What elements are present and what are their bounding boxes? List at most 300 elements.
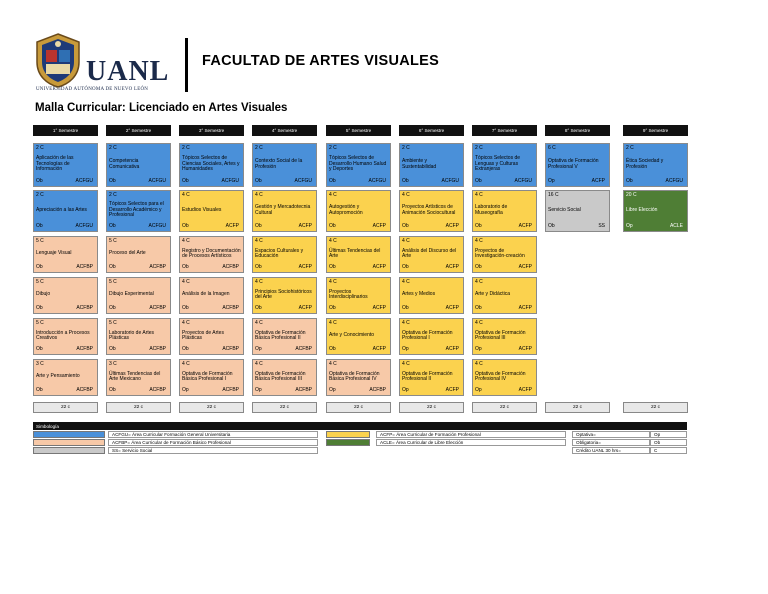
course-credits: 2 C: [255, 145, 263, 151]
course-area: ACFGU: [75, 222, 93, 229]
course-name-text: Tópicos Selectos de Ciencias Sociales, Artes y Humanidades: [182, 155, 240, 173]
logo-subtitle: UNIVERSIDAD AUTÓNOMA DE NUEVO LEÓN: [36, 87, 149, 92]
course-cell[interactable]: [252, 277, 317, 314]
course-name: [548, 199, 607, 222]
course-area: ACFP: [298, 222, 312, 229]
course-cell[interactable]: [252, 236, 317, 273]
course-area: ACFP: [445, 345, 459, 352]
course-cell[interactable]: [252, 359, 317, 396]
course-credits: 5 C: [36, 320, 44, 326]
course-credits: 4 C: [329, 361, 337, 367]
course-credits: 20 C: [626, 192, 637, 198]
course-cell[interactable]: [179, 277, 244, 314]
course-cell[interactable]: [33, 190, 98, 232]
legend-label: ACFP= Área Curricular de Formación Profesional: [376, 431, 566, 438]
course-cell[interactable]: [545, 190, 610, 232]
course-name: [475, 152, 534, 177]
course-name: [182, 368, 241, 386]
semester-header: 6° Semestre: [399, 125, 464, 136]
course-area: ACFGU: [368, 177, 386, 184]
course-name: [255, 327, 314, 345]
course-area: ACFBP: [76, 263, 93, 270]
course-name-text: Análisis de la Imagen: [182, 291, 230, 298]
course-type: Ob: [255, 222, 262, 229]
course-name: [626, 199, 685, 222]
course-area: ACFP: [518, 386, 532, 393]
semester-total-credits: 22 c: [179, 402, 244, 413]
course-credits: 4 C: [255, 279, 263, 285]
course-credits: 3 C: [36, 361, 44, 367]
legend-key-value: C: [650, 447, 687, 454]
course-type: Ob: [36, 304, 43, 311]
course-credits: 16 C: [548, 192, 559, 198]
course-credits: 4 C: [182, 238, 190, 244]
course-name: [36, 199, 95, 222]
course-type: Ob: [109, 263, 116, 270]
course-name-text: Tópicos Selectos de Desarrollo Humano Salud y Deportes: [329, 155, 387, 173]
course-name-text: Optativa de Formación Profesional III: [475, 329, 526, 341]
course-cell[interactable]: [106, 236, 171, 273]
course-type: Op: [255, 386, 262, 393]
semester-header: 8° Semestre: [545, 125, 610, 136]
course-credits: 4 C: [402, 192, 410, 198]
course-cell[interactable]: [179, 318, 244, 355]
course-type: Op: [475, 345, 482, 352]
course-credits: 2 C: [626, 145, 634, 151]
course-cell[interactable]: [326, 236, 391, 273]
course-credits: 5 C: [36, 238, 44, 244]
course-credits: 5 C: [109, 320, 117, 326]
course-cell[interactable]: [33, 143, 98, 187]
course-area: ACFP: [372, 222, 386, 229]
course-name: [475, 327, 534, 345]
course-name: [475, 368, 534, 386]
course-cell[interactable]: [399, 143, 464, 187]
course-cell[interactable]: [326, 318, 391, 355]
course-type: Ob: [255, 263, 262, 270]
course-name: [329, 286, 388, 304]
course-area: SS: [598, 222, 605, 229]
course-name: [109, 327, 168, 345]
course-name-text: Últimas Tendencias del Arte: [329, 247, 381, 259]
page-title: Malla Curricular: Licenciado en Artes Visuales: [35, 102, 288, 114]
course-name: [329, 152, 388, 177]
course-cell[interactable]: [106, 359, 171, 396]
course-area: ACFBP: [76, 345, 93, 352]
course-type: Ob: [255, 177, 262, 184]
course-area: ACFBP: [295, 386, 312, 393]
course-name-text: Optativa de Formación Profesional V: [548, 158, 599, 170]
course-cell[interactable]: [326, 190, 391, 232]
legend-label: ACFBP= Área Curricular de Formación Básico Profesional: [108, 439, 318, 446]
course-name-text: Laboratorio de Artes Plásticas: [109, 329, 155, 341]
course-name-text: Autogestión y Autopromoción: [329, 204, 363, 216]
course-cell[interactable]: [623, 190, 688, 232]
course-credits: 5 C: [109, 279, 117, 285]
course-name: [402, 245, 461, 263]
course-credits: 6 C: [548, 145, 556, 151]
course-type: Ob: [36, 222, 43, 229]
legend-swatch: [33, 439, 105, 446]
course-credits: 4 C: [255, 238, 263, 244]
semester-total-credits: 22 c: [545, 402, 610, 413]
legend-label: ACFGU= Área Curricular Formación General Universitaria: [108, 431, 318, 438]
course-name: [182, 199, 241, 222]
course-credits: 5 C: [36, 279, 44, 285]
course-credits: 4 C: [402, 361, 410, 367]
course-credits: 4 C: [182, 279, 190, 285]
course-type: Op: [475, 386, 482, 393]
course-name: [255, 245, 314, 263]
course-credits: 4 C: [475, 192, 483, 198]
course-credits: 2 C: [402, 145, 410, 151]
semester-total-credits: 22 c: [623, 402, 688, 413]
legend-label: ACLE= Área Curricular de Libre Elección: [376, 439, 566, 446]
course-credits: 3 C: [109, 361, 117, 367]
course-cell[interactable]: [399, 236, 464, 273]
course-name: [109, 152, 168, 177]
course-name-text: Optativa de Formación Profesional I: [402, 329, 453, 341]
course-cell[interactable]: [399, 190, 464, 232]
course-cell[interactable]: [179, 143, 244, 187]
course-cell[interactable]: [252, 143, 317, 187]
course-name-text: Proyectos de Artes Plásticas: [182, 329, 224, 341]
course-cell[interactable]: [179, 359, 244, 396]
course-type: Ob: [182, 263, 189, 270]
legend-swatch: [326, 431, 370, 438]
course-credits: 4 C: [402, 238, 410, 244]
course-credits: 4 C: [329, 192, 337, 198]
course-area: ACFBP: [149, 345, 166, 352]
header-divider: [185, 38, 188, 92]
course-name-text: Análisis del Discurso del Arte: [402, 247, 457, 259]
course-name: [402, 152, 461, 177]
course-name-text: Registro y Documentación de Procesos Artísticos: [182, 247, 241, 259]
semester-total-credits: 22 c: [326, 402, 391, 413]
course-type: Ob: [109, 345, 116, 352]
course-credits: 2 C: [109, 192, 117, 198]
course-name-text: Libre Elección: [626, 206, 658, 213]
course-name: [402, 286, 461, 304]
legend-swatch: [326, 439, 370, 446]
course-type: Ob: [475, 222, 482, 229]
course-type: Op: [182, 386, 189, 393]
course-area: ACFGU: [441, 177, 459, 184]
course-credits: 4 C: [255, 361, 263, 367]
course-area: ACFGU: [514, 177, 532, 184]
course-type: Ob: [626, 177, 633, 184]
course-area: ACFP: [518, 222, 532, 229]
course-name-text: Arte y Conocimiento: [329, 332, 375, 339]
legend-key-value: Op: [650, 431, 687, 438]
course-type: Ob: [402, 263, 409, 270]
course-name: [182, 245, 241, 263]
course-credits: 2 C: [182, 145, 190, 151]
course-type: Ob: [182, 222, 189, 229]
course-area: ACFP: [225, 222, 239, 229]
course-type: Op: [626, 222, 633, 229]
course-type: Ob: [109, 177, 116, 184]
legend-key-label: Obligatoria=: [572, 439, 650, 446]
course-name-text: Servicio Social: [548, 206, 581, 213]
course-area: ACFBP: [149, 304, 166, 311]
course-name: [329, 245, 388, 263]
course-cell[interactable]: [33, 236, 98, 273]
course-type: Ob: [475, 177, 482, 184]
course-area: ACFBP: [222, 304, 239, 311]
course-name-text: Gestión y Mercadotecnia Cultural: [255, 204, 311, 216]
course-area: ACFP: [298, 304, 312, 311]
course-cell[interactable]: [472, 318, 537, 355]
course-name: [548, 152, 607, 177]
course-name-text: Laboratorio de Museografía: [475, 204, 508, 216]
course-name: [109, 199, 168, 222]
course-cell[interactable]: [106, 143, 171, 187]
uanl-seal-logo: [33, 32, 83, 88]
course-credits: 4 C: [182, 361, 190, 367]
course-name-text: Ambiente y Sustentabilidad: [402, 158, 437, 170]
course-credits: 4 C: [329, 320, 337, 326]
course-type: Ob: [329, 177, 336, 184]
course-credits: 4 C: [182, 320, 190, 326]
course-credits: 2 C: [36, 145, 44, 151]
semester-header: 5° Semestre: [326, 125, 391, 136]
course-name: [36, 286, 95, 304]
course-cell[interactable]: [472, 277, 537, 314]
course-name-text: Proyectos Interdisciplinarios: [329, 288, 368, 300]
course-name-text: Lenguaje Visual: [36, 250, 72, 257]
course-type: Ob: [182, 304, 189, 311]
semester-total-credits: 22 c: [472, 402, 537, 413]
course-name: [109, 286, 168, 304]
course-type: Ob: [329, 222, 336, 229]
course-cell[interactable]: [179, 190, 244, 232]
course-cell[interactable]: [623, 143, 688, 187]
course-name-text: Arte y Didáctica: [475, 291, 511, 298]
course-area: ACFP: [372, 304, 386, 311]
course-name: [109, 368, 168, 386]
course-cell[interactable]: [326, 359, 391, 396]
course-name: [255, 368, 314, 386]
course-cell[interactable]: [33, 359, 98, 396]
course-cell[interactable]: [472, 359, 537, 396]
legend-swatch: [33, 447, 105, 454]
course-name-text: Artes y Medios: [402, 291, 436, 298]
course-name: [182, 327, 241, 345]
course-area: ACFGU: [75, 177, 93, 184]
course-name-text: Apreciación a las Artes: [36, 206, 87, 213]
course-area: ACFGU: [665, 177, 683, 184]
course-name-text: Últimas Tendencias del Arte Mexicano: [109, 370, 161, 382]
course-credits: 4 C: [475, 238, 483, 244]
course-type: Ob: [182, 177, 189, 184]
course-type: Ob: [36, 386, 43, 393]
course-area: ACFGU: [221, 177, 239, 184]
course-area: ACFP: [445, 263, 459, 270]
course-type: Op: [255, 345, 262, 352]
course-name: [36, 327, 95, 345]
course-area: ACLE: [669, 222, 683, 229]
course-credits: 2 C: [36, 192, 44, 198]
course-name-text: Competencia Comunicativa: [109, 158, 140, 170]
course-type: Ob: [402, 304, 409, 311]
course-area: ACFGU: [148, 177, 166, 184]
semester-header: 1° Semestre: [33, 125, 98, 136]
course-cell[interactable]: [472, 236, 537, 273]
legend-label: SS= Servicio Social: [108, 447, 318, 454]
course-name-text: Principios Sociohistóricos del Arte: [255, 288, 312, 300]
semester-total-credits: 22 c: [252, 402, 317, 413]
course-cell[interactable]: [106, 277, 171, 314]
course-area: ACFBP: [76, 304, 93, 311]
course-type: Ob: [329, 263, 336, 270]
faculty-title: FACULTAD DE ARTES VISUALES: [202, 53, 440, 69]
course-area: ACFP: [591, 177, 605, 184]
legend-key-label: Crédito UANL 30 hrs=: [572, 447, 650, 454]
course-type: Ob: [548, 222, 555, 229]
course-type: Ob: [109, 222, 116, 229]
course-cell[interactable]: [472, 143, 537, 187]
course-cell[interactable]: [326, 277, 391, 314]
course-area: ACFP: [445, 386, 459, 393]
course-name: [475, 286, 534, 304]
course-cell[interactable]: [33, 318, 98, 355]
course-cell[interactable]: [399, 359, 464, 396]
course-credits: 4 C: [475, 279, 483, 285]
semester-header: 7° Semestre: [472, 125, 537, 136]
course-credits: 2 C: [109, 145, 117, 151]
course-type: Ob: [475, 304, 482, 311]
semester-header: 4° Semestre: [252, 125, 317, 136]
course-cell[interactable]: [106, 190, 171, 232]
course-area: ACFBP: [222, 263, 239, 270]
course-name-text: Optativa de Formación Básica Profesional IV: [329, 370, 380, 382]
course-type: Ob: [36, 177, 43, 184]
course-cell[interactable]: [399, 277, 464, 314]
course-cell[interactable]: [326, 143, 391, 187]
course-name: [626, 152, 685, 177]
course-credits: 4 C: [255, 320, 263, 326]
course-name: [182, 152, 241, 177]
course-area: ACFBP: [149, 386, 166, 393]
course-area: ACFP: [372, 263, 386, 270]
course-name: [329, 368, 388, 386]
legend-swatch: [33, 431, 105, 438]
course-area: ACFP: [372, 345, 386, 352]
semester-total-credits: 22 c: [33, 402, 98, 413]
course-type: Ob: [255, 304, 262, 311]
course-name: [109, 245, 168, 263]
course-area: ACFBP: [222, 345, 239, 352]
course-credits: 4 C: [475, 361, 483, 367]
course-name-text: Proyectos Artísticos de Animación Sociocultural: [402, 204, 456, 216]
course-type: Ob: [182, 345, 189, 352]
legend-title: Simbología: [33, 422, 687, 430]
course-area: ACFGU: [148, 222, 166, 229]
course-area: ACFGU: [294, 177, 312, 184]
course-name: [255, 286, 314, 304]
course-name: [402, 327, 461, 345]
course-type: Op: [548, 177, 555, 184]
course-name-text: Introducción a Procesos Creativos: [36, 329, 90, 341]
course-area: ACFBP: [369, 386, 386, 393]
course-type: Ob: [475, 263, 482, 270]
course-credits: 4 C: [402, 320, 410, 326]
course-type: Op: [402, 386, 409, 393]
course-name-text: Contexto Social de la Profesión: [255, 158, 303, 170]
semester-header: 9° Semestre: [623, 125, 688, 136]
course-area: ACFP: [518, 345, 532, 352]
course-cell[interactable]: [252, 190, 317, 232]
course-name: [402, 368, 461, 386]
course-name: [36, 245, 95, 263]
course-credits: 2 C: [329, 145, 337, 151]
legend-key-label: Optativa=: [572, 431, 650, 438]
course-type: Ob: [36, 263, 43, 270]
course-cell[interactable]: [179, 236, 244, 273]
course-cell[interactable]: [472, 190, 537, 232]
course-name: [255, 199, 314, 222]
course-name: [475, 199, 534, 222]
course-area: ACFP: [445, 222, 459, 229]
course-name-text: Tópicos Selectos de Lenguas y Culturas Extranjeras: [475, 155, 521, 173]
course-credits: 4 C: [182, 192, 190, 198]
semester-total-credits: 22 c: [106, 402, 171, 413]
course-name-text: Optativa de Formación Profesional II: [402, 370, 453, 382]
course-name-text: Dibujo: [36, 291, 51, 298]
course-cell[interactable]: [33, 277, 98, 314]
course-area: ACFP: [518, 304, 532, 311]
semester-total-credits: 22 c: [399, 402, 464, 413]
course-name-text: Espacios Culturales y Educación: [255, 247, 304, 259]
course-area: ACFBP: [149, 263, 166, 270]
semester-header: 2° Semestre: [106, 125, 171, 136]
course-name: [36, 152, 95, 177]
course-cell[interactable]: [399, 318, 464, 355]
course-credits: 4 C: [255, 192, 263, 198]
course-name-text: Optativa de Formación Profesional IV: [475, 370, 526, 382]
course-type: Op: [402, 345, 409, 352]
course-name-text: Optativa de Formación Básica Profesional I: [182, 370, 233, 382]
course-type: Ob: [329, 345, 336, 352]
course-name-text: Proyectos de Investigación-creación: [475, 247, 525, 259]
course-name-text: Optativa de Formación Básica Profesional III: [255, 370, 306, 382]
course-name-text: Aplicación de las Tecnologías de Información: [36, 155, 74, 173]
course-type: Op: [329, 386, 336, 393]
course-type: Ob: [329, 304, 336, 311]
course-type: Ob: [402, 222, 409, 229]
course-credits: 5 C: [109, 238, 117, 244]
course-name-text: Estudios Visuales: [182, 206, 222, 213]
course-credits: 2 C: [475, 145, 483, 151]
course-area: ACFBP: [222, 386, 239, 393]
course-name-text: Optativa de Formación Básica Profesional II: [255, 329, 306, 341]
course-type: Ob: [402, 177, 409, 184]
course-cell[interactable]: [545, 143, 610, 187]
course-name: [255, 152, 314, 177]
course-name: [36, 368, 95, 386]
course-credits: 4 C: [475, 320, 483, 326]
course-name-text: Ética Sociedad y Profesión: [626, 158, 664, 170]
legend-key-value: Ob: [650, 439, 687, 446]
course-area: ACFP: [518, 263, 532, 270]
course-type: Ob: [109, 304, 116, 311]
course-cell[interactable]: [106, 318, 171, 355]
course-credits: 4 C: [402, 279, 410, 285]
course-name-text: Tópicos Selectos para el Desarrollo Académico y Profesional: [109, 201, 164, 219]
course-cell[interactable]: [252, 318, 317, 355]
course-name: [329, 199, 388, 222]
